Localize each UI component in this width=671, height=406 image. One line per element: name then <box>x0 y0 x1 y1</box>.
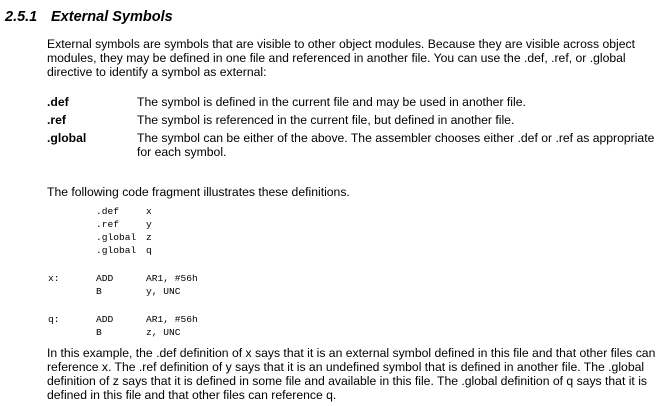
definition-row <box>47 131 669 159</box>
code-arg: AR1, #56h <box>146 314 198 325</box>
code-op: .ref <box>96 219 120 230</box>
code-label: x: <box>48 273 60 284</box>
code-arg: q <box>146 245 152 256</box>
code-arg: x <box>146 206 152 217</box>
definition-description: The symbol can be either of the above. The assembler chooses either .def or .ref as appropriate for each symbol. <box>137 131 655 159</box>
definition-row <box>47 113 669 127</box>
code-arg: z <box>146 232 152 243</box>
directive-definition-list <box>47 95 669 163</box>
definition-description: The symbol is referenced in the current file, but defined in another file. <box>137 113 515 127</box>
section-number: 2.5.1 <box>5 9 38 25</box>
code-arg: z, UNC <box>146 327 181 338</box>
code-op: B <box>96 327 102 338</box>
definition-term: .ref <box>47 113 66 127</box>
definition-term: .def <box>47 95 69 109</box>
code-label: q: <box>48 314 60 325</box>
code-op: .global <box>96 232 137 243</box>
code-lead-sentence: The following code fragment illustrates these definitions. <box>47 185 350 199</box>
explanation-paragraph: In this example, the .def definition of x says that it is an external symbol defined in this file and that other files can reference x. The .ref definition of y says that it is an undefined symbol that is defined in another file. The .global definition of z says that it is defined in some file and available in this file. The .global definition of q says that it is defined in this file and that other files can reference q. <box>47 346 656 402</box>
intro-paragraph: External symbols are symbols that are visible to other object modules. Because they are visible across object modules, they may be defined in one file and referenced in another file. You can use the .def, .ref, or .global directive to identify a symbol as external: <box>47 37 635 79</box>
section-heading <box>5 9 173 25</box>
definition-row <box>47 95 669 109</box>
code-arg: y, UNC <box>146 286 181 297</box>
code-op: ADD <box>96 273 114 284</box>
definition-term: .global <box>47 131 87 145</box>
definition-description: The symbol is defined in the current file and may be used in another file. <box>137 95 526 109</box>
code-op: B <box>96 286 102 297</box>
code-op: .global <box>96 245 137 256</box>
code-arg: AR1, #56h <box>146 273 198 284</box>
code-op: ADD <box>96 314 114 325</box>
code-op: .def <box>96 206 120 217</box>
section-title: External Symbols <box>51 9 173 25</box>
code-arg: y <box>146 219 152 230</box>
